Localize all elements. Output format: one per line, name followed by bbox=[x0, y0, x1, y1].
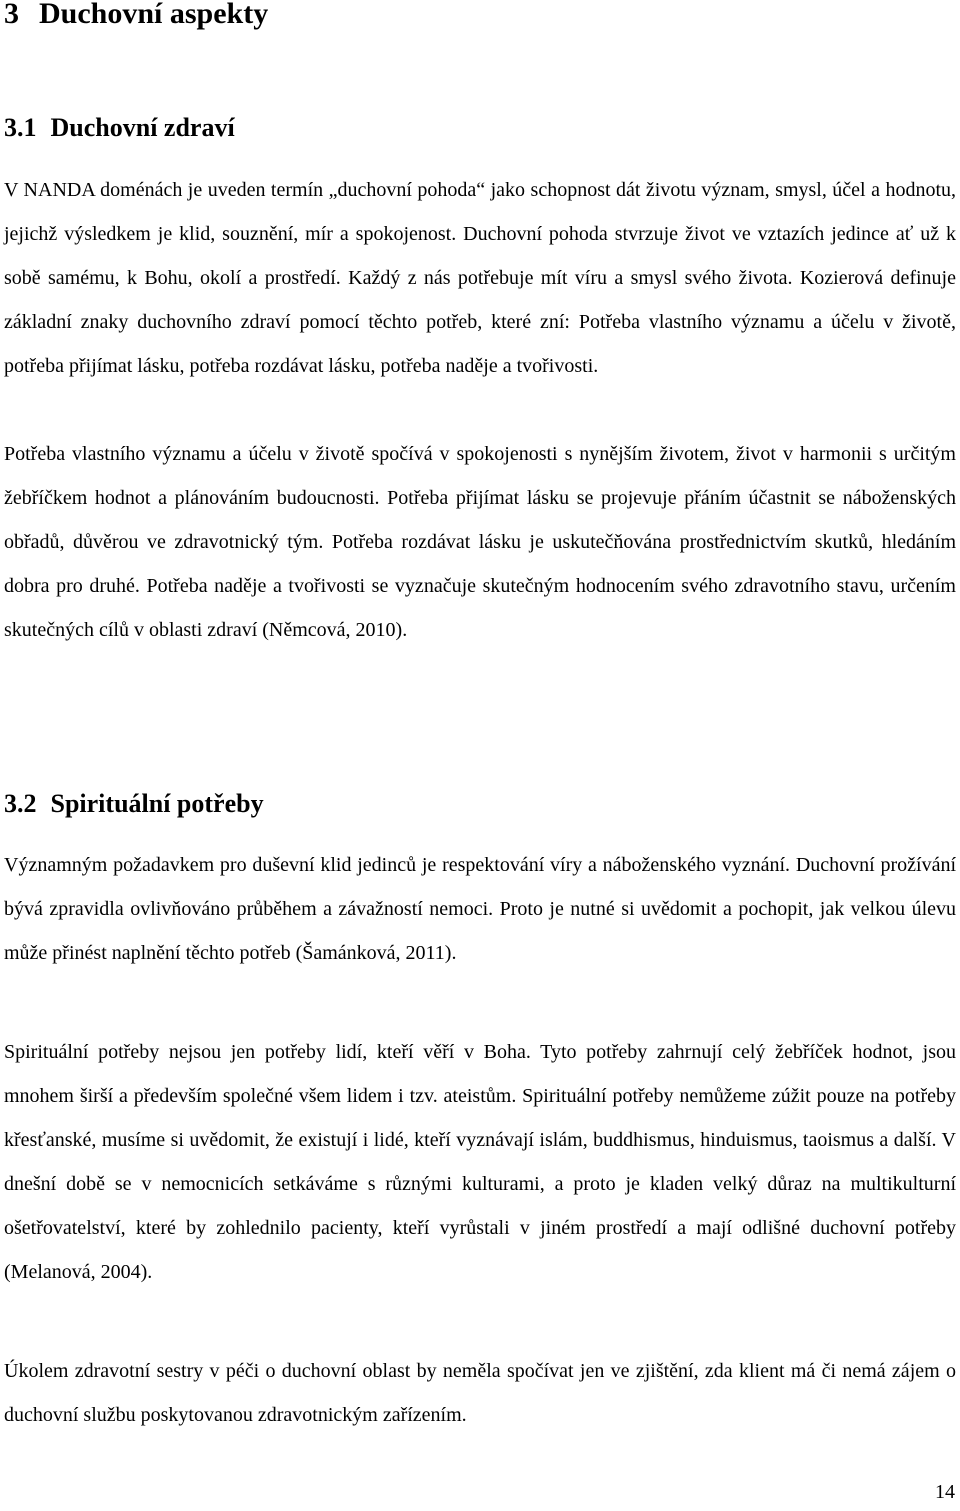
chapter-title: Duchovní aspekty bbox=[39, 0, 269, 30]
paragraph: Významným požadavkem pro duševní klid jedinců je respektování víry a náboženského vyznání. Duchovní prožívání bývá zpravidla ovlivňováno průběhem a závažností nemoci. Proto je nutné si uvědomit a pochopit, jak velkou úlevu může přinést naplnění těchto potřeb (Šamánková, 2011). bbox=[4, 854, 956, 964]
section-title: Spirituální potřeby bbox=[50, 789, 264, 818]
section-title: Duchovní zdraví bbox=[50, 113, 235, 142]
paragraph: Spirituální potřeby nejsou jen potřeby lidí, kteří věří v Boha. Tyto potřeby zahrnují celý žebříček hodnot, jsou mnohem širší a především společné všem lidem i tzv. ateistům. Spirituální potřeby nemůžeme zúžit pouze na potřeby křesťanské, musíme si uvědomit, že existují i lidé, kteří vyznávají islám, buddhismus, hinduismus, taoismus a další. V dnešní době se v nemocnicích setkáváme s různými kulturami, a proto je kladen velký důraz na multikulturní ošetřovatelství, které by zohlednilo pacienty, kteří vyrůstali v jiném prostředí a mají odlišné duchovní potřeby (Melanová, 2004). bbox=[4, 1041, 956, 1283]
section-number: 3.1 bbox=[4, 113, 37, 142]
section-heading-3-2 bbox=[4, 787, 264, 821]
paragraph: Úkolem zdravotní sestry v péči o duchovní oblast by neměla spočívat jen ve zjištění, zda klient má či nemá zájem o duchovní službu poskytovanou zdravotnickým zařízením. bbox=[4, 1360, 956, 1426]
page-number: 14 bbox=[935, 1481, 955, 1503]
chapter-heading bbox=[4, 0, 268, 34]
paragraph: V NANDA doménách je uveden termín „duchovní pohoda“ jako schopnost dát životu význam, smysl, účel a hodnotu, jejichž výsledkem je klid, souznění, mír a spokojenost. Duchovní pohoda stvrzuje život ve vztazích jedince ať už k sobě samému, k Bohu, okolí a prostředí. Každý z nás potřebuje mít víru a smysl svého života. Kozierová definuje základní znaky duchovního zdraví pomocí těchto potřeb, které zní: Potřeba vlastního významu a účelu v životě, potřeba přijímat lásku, potřeba rozdávat lásku, potřeba naděje a tvořivosti. bbox=[4, 179, 956, 377]
paragraph: Potřeba vlastního významu a účelu v životě spočívá v spokojenosti s nynějším životem, život v harmonii s určitým žebříčkem hodnot a plánováním budoucnosti. Potřeba přijímat lásku se projevuje přáním účastnit se náboženských obřadů, důvěrou ve zdravotnický tým. Potřeba rozdávat lásku je uskutečňována prostřednictvím skutků, hledáním dobra pro druhé. Potřeba naděje a tvořivosti se vyznačuje skutečným hodnocením svého zdravotního stavu, určením skutečných cílů v oblasti zdraví (Němcová, 2010). bbox=[4, 443, 956, 641]
chapter-number: 3 bbox=[4, 0, 19, 30]
section-heading-3-1 bbox=[4, 111, 235, 145]
section-number: 3.2 bbox=[4, 789, 37, 818]
